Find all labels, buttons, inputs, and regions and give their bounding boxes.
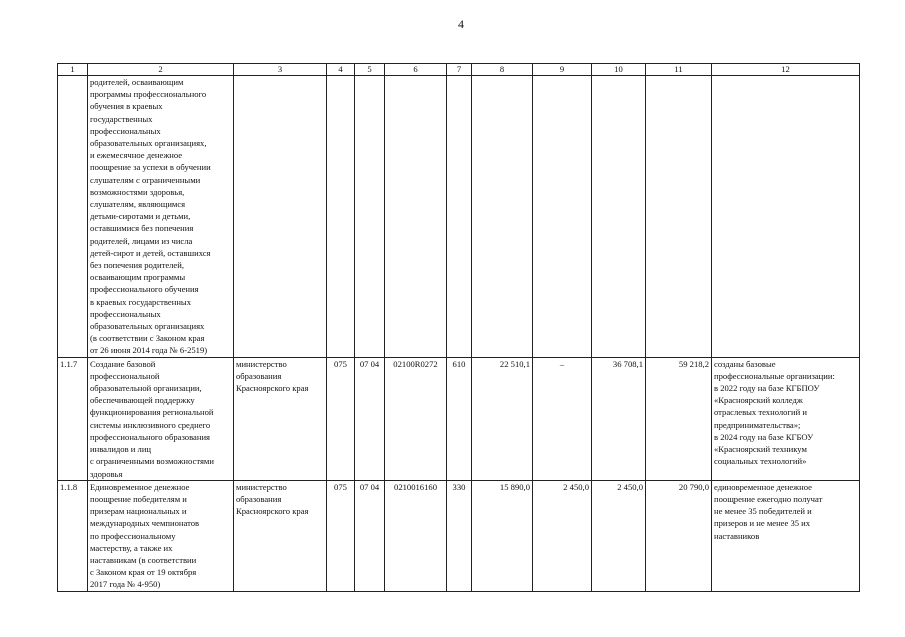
cell-rzpr: 07 04: [355, 480, 385, 591]
cell-csr: 02100R0272: [385, 357, 447, 480]
cell-value-10: [592, 76, 646, 358]
cell-executor: [234, 76, 327, 358]
cell-value-9: [533, 76, 592, 358]
cell-value-10: 36 708,1: [592, 357, 646, 480]
column-header: 1: [58, 64, 88, 76]
program-activities-table: [57, 63, 860, 592]
table-row: [58, 480, 860, 591]
column-header: 12: [712, 64, 860, 76]
cell-value-11: [646, 76, 712, 358]
page-number: 4: [458, 17, 464, 31]
cell-rzpr: 07 04: [355, 357, 385, 480]
column-header: 10: [592, 64, 646, 76]
column-header: 4: [327, 64, 355, 76]
cell-rzpr: [355, 76, 385, 358]
cell-description: Единовременное денежное поощрение победителям и призерам национальных и международных чемпионатов по профессиональному мастерству, а также их наставникам (в соответствии с Законом края от 19 октября 2017 года № 4-950): [88, 480, 234, 591]
cell-value-8: [472, 76, 533, 358]
column-header: 2: [88, 64, 234, 76]
cell-result: [712, 76, 860, 358]
cell-description: родителей, осваивающим программы профессионального обучения в краевых государственных профессиональных образовательных организациях, и ежемесячное денежное поощрение за успехи в обучении слушателям с ограниченными возможностями здоровья, слушателям, являющимся детьми-сиротами и детьми, оставшимися без попечения родителей, лицами из числа детей-сирот и детей, оставшихся без попечения родителей, осваивающим программы профессионального обучения в краевых государственных профессиональных образовательных организациях (в соответствии с Законом края от 26 июня 2014 года № 6-2519): [88, 76, 234, 358]
cell-num: 1.1.8: [58, 480, 88, 591]
column-header: 5: [355, 64, 385, 76]
cell-value-8: 15 890,0: [472, 480, 533, 591]
table-row: [58, 357, 860, 480]
cell-description: Создание базовой профессиональной образовательной организации, обеспечивающей поддержку функционирования региональной системы инклюзивного среднего профессионального образования инвалидов и лиц с ограниченными возможностями здоровья: [88, 357, 234, 480]
cell-csr: 0210016160: [385, 480, 447, 591]
cell-grbs: 075: [327, 480, 355, 591]
cell-value-9: –: [533, 357, 592, 480]
cell-vr: [447, 76, 472, 358]
cell-num: 1.1.7: [58, 357, 88, 480]
cell-grbs: [327, 76, 355, 358]
cell-value-9: 2 450,0: [533, 480, 592, 591]
column-header: 3: [234, 64, 327, 76]
column-header: 7: [447, 64, 472, 76]
column-header: 6: [385, 64, 447, 76]
cell-vr: 330: [447, 480, 472, 591]
column-header: 11: [646, 64, 712, 76]
column-number-row: [58, 64, 860, 76]
cell-executor: министерство образования Красноярского края: [234, 357, 327, 480]
cell-num: [58, 76, 88, 358]
table-row-continuation: [58, 76, 860, 358]
cell-grbs: 075: [327, 357, 355, 480]
cell-value-10: 2 450,0: [592, 480, 646, 591]
column-header: 9: [533, 64, 592, 76]
cell-result: единовременное денежное поощрение ежегодно получат не менее 35 победителей и призеров и не менее 35 их наставников: [712, 480, 860, 591]
cell-vr: 610: [447, 357, 472, 480]
column-header: 8: [472, 64, 533, 76]
cell-executor: министерство образования Красноярского края: [234, 480, 327, 591]
cell-value-11: 59 218,2: [646, 357, 712, 480]
cell-csr: [385, 76, 447, 358]
cell-value-11: 20 790,0: [646, 480, 712, 591]
cell-value-8: 22 510,1: [472, 357, 533, 480]
cell-result: созданы базовые профессиональные организации: в 2022 году на базе КГБПОУ «Красноярский колледж отраслевых технологий и предпринимательства»; в 2024 году на базе КГБОУ «Красноярский техникум социальных технологий»: [712, 357, 860, 480]
